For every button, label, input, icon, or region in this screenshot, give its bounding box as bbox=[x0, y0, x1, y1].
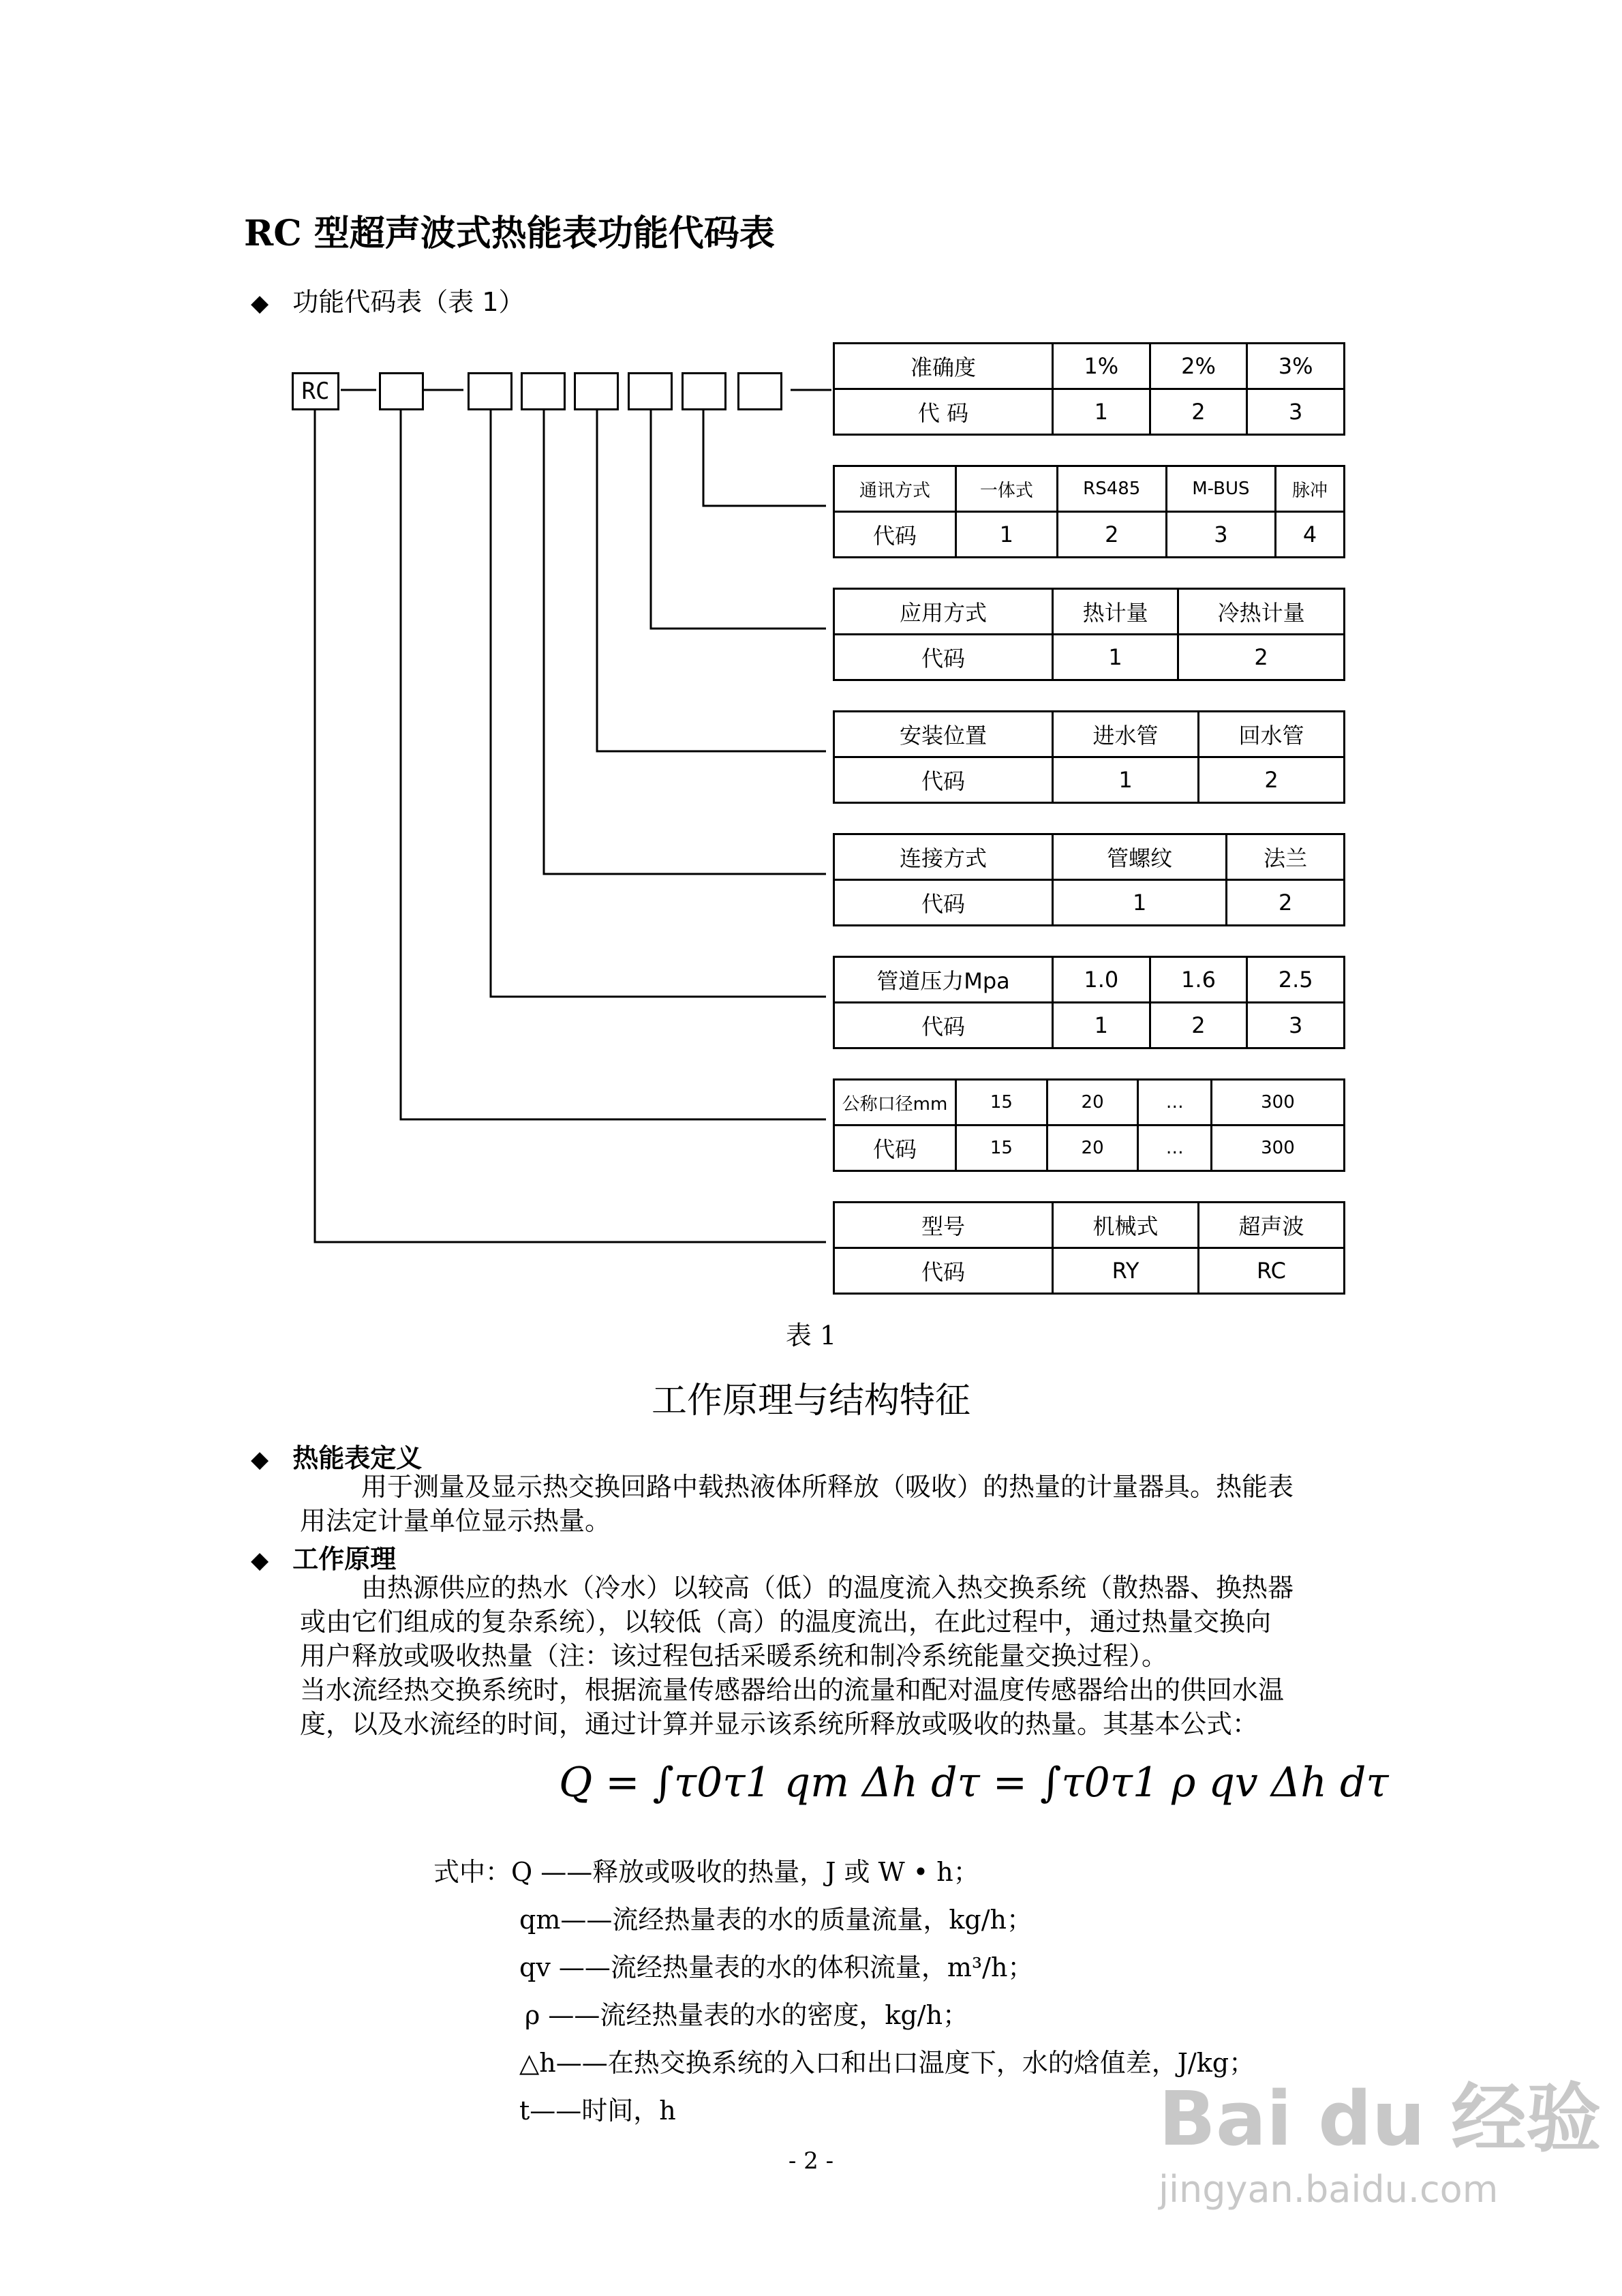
table-cell: 2 bbox=[1227, 880, 1345, 926]
table-cell: 20 bbox=[1047, 1126, 1138, 1171]
table-cell: 代码 bbox=[834, 512, 956, 558]
table-cell: 热计量 bbox=[1053, 589, 1178, 635]
table-row bbox=[834, 389, 1345, 435]
app-code-box bbox=[628, 372, 673, 410]
table-cell: 1.6 bbox=[1150, 957, 1247, 1003]
table-cell: … bbox=[1138, 1080, 1211, 1126]
legend-line-qv: qv ——流经热量表的水的体积流量，m³/h； bbox=[519, 1952, 1034, 1982]
table-cell: 1.0 bbox=[1053, 957, 1150, 1003]
page-number: - 2 - bbox=[788, 2147, 834, 2175]
diameter-code-box bbox=[379, 372, 424, 410]
table-row bbox=[834, 1126, 1345, 1171]
table-cell: 2 bbox=[1178, 635, 1345, 680]
table-cell: 1% bbox=[1053, 344, 1150, 389]
definition-heading: 热能表定义 bbox=[292, 1443, 423, 1473]
table-cell: 2.5 bbox=[1247, 957, 1345, 1003]
table-cell: 代码 bbox=[834, 1248, 1053, 1294]
table-cell: 15 bbox=[956, 1080, 1047, 1126]
table-cell: 公称口径mm bbox=[834, 1080, 956, 1126]
pressure-table bbox=[833, 956, 1345, 1049]
legend-line-q: 式中：Q ——释放或吸收的热量，J 或 W • h； bbox=[433, 1857, 979, 1887]
table-cell: RS485 bbox=[1057, 466, 1166, 512]
table-cell: 管螺纹 bbox=[1053, 834, 1227, 880]
table-cell: 300 bbox=[1211, 1080, 1344, 1126]
table-cell: 进水管 bbox=[1053, 712, 1199, 757]
table-cell: 3 bbox=[1247, 1003, 1345, 1048]
table-cell: 300 bbox=[1211, 1126, 1344, 1171]
comm-code-box bbox=[682, 372, 726, 410]
install-code-box bbox=[574, 372, 619, 410]
accuracy-code-box bbox=[737, 372, 782, 410]
diamond-bullet-icon: ◆ bbox=[251, 1547, 269, 1574]
table-cell: RY bbox=[1053, 1248, 1199, 1294]
principle-line-5: 度，以及水流经的时间，通过计算并显示该系统所释放或吸收的热量。其基本公式： bbox=[300, 1709, 1259, 1739]
install-table bbox=[833, 710, 1345, 804]
table-row bbox=[834, 712, 1345, 757]
table-cell: 15 bbox=[956, 1126, 1047, 1171]
table-row bbox=[834, 880, 1345, 926]
table-row bbox=[834, 466, 1345, 512]
definition-heading-row bbox=[251, 1437, 422, 1475]
table-row bbox=[834, 344, 1345, 389]
table-cell: 1 bbox=[1053, 757, 1199, 803]
table-row bbox=[834, 512, 1345, 558]
diamond-bullet-icon: ◆ bbox=[251, 290, 269, 317]
table-cell: 3% bbox=[1247, 344, 1345, 389]
table-cell: 4 bbox=[1275, 512, 1344, 558]
legend-line-dh: △h——在热交换系统的入口和出口温度下，水的焓值差，J/kg； bbox=[519, 2048, 1255, 2078]
table-cell: 代码 bbox=[834, 757, 1053, 803]
table-cell: 1 bbox=[1053, 1003, 1150, 1048]
table-cell: 安装位置 bbox=[834, 712, 1053, 757]
table-cell: 代 码 bbox=[834, 389, 1053, 435]
table-cell: 一体式 bbox=[956, 466, 1058, 512]
diameter-table bbox=[833, 1078, 1345, 1172]
table-row bbox=[834, 957, 1345, 1003]
subtitle: 功能代码表（表 1） bbox=[292, 287, 525, 317]
table-cell: 2% bbox=[1150, 344, 1247, 389]
table-cell: 2 bbox=[1057, 512, 1166, 558]
section-title: 工作原理与结构特征 bbox=[651, 1380, 970, 1421]
table-cell: 代码 bbox=[834, 880, 1053, 926]
table-row bbox=[834, 635, 1345, 680]
table-cell: M-BUS bbox=[1166, 466, 1275, 512]
rc-code-box: RC bbox=[292, 372, 339, 410]
table-cell: 3 bbox=[1166, 512, 1275, 558]
table-cell: 1 bbox=[1053, 635, 1178, 680]
definition-line-2: 用法定计量单位显示热量。 bbox=[300, 1506, 611, 1536]
table-cell: 代码 bbox=[834, 1126, 956, 1171]
principle-line-1: 由热源供应的热水（冷水）以较高（低）的温度流入热交换系统（散热器、换热器 bbox=[361, 1573, 1294, 1603]
table-cell: 代码 bbox=[834, 1003, 1053, 1048]
table-row bbox=[834, 757, 1345, 803]
principle-line-4: 当水流经热交换系统时，根据流量传感器给出的流量和配对温度传感器给出的供回水温 bbox=[300, 1675, 1285, 1705]
model-table bbox=[833, 1201, 1345, 1295]
table-cell: 通讯方式 bbox=[834, 466, 956, 512]
table-cell: 回水管 bbox=[1199, 712, 1345, 757]
table-row bbox=[834, 1003, 1345, 1048]
table-caption: 表 1 bbox=[785, 1320, 837, 1350]
accuracy-table bbox=[833, 342, 1345, 436]
table-cell: RC bbox=[1199, 1248, 1345, 1294]
table-cell: 代码 bbox=[834, 635, 1053, 680]
table-row bbox=[834, 1203, 1345, 1248]
table-cell: 20 bbox=[1047, 1080, 1138, 1126]
legend-line-rho: ρ ——流经热量表的水的密度，kg/h； bbox=[525, 2000, 969, 2030]
table-cell: … bbox=[1138, 1126, 1211, 1171]
table-cell: 2 bbox=[1150, 389, 1247, 435]
table-cell: 1 bbox=[1053, 880, 1227, 926]
watermark-logo: Bai du 经验 bbox=[1159, 2075, 1602, 2162]
app-table bbox=[833, 588, 1345, 681]
table-cell: 管道压力Mpa bbox=[834, 957, 1053, 1003]
table-row bbox=[834, 834, 1345, 880]
table-cell: 机械式 bbox=[1053, 1203, 1199, 1248]
definition-line-1: 用于测量及显示热交换回路中载热液体所释放（吸收）的热量的计量器具。热能表 bbox=[361, 1472, 1294, 1502]
table-row bbox=[834, 1080, 1345, 1126]
pressure-code-box bbox=[468, 372, 512, 410]
table-cell: 2 bbox=[1150, 1003, 1247, 1048]
table-cell: 1 bbox=[956, 512, 1058, 558]
table-cell: 3 bbox=[1247, 389, 1345, 435]
table-cell: 2 bbox=[1199, 757, 1345, 803]
connect-table bbox=[833, 833, 1345, 926]
table-cell: 法兰 bbox=[1227, 834, 1345, 880]
table-cell: 准确度 bbox=[834, 344, 1053, 389]
diamond-bullet-icon: ◆ bbox=[251, 1446, 269, 1473]
principle-heading: 工作原理 bbox=[292, 1544, 397, 1574]
table-cell: 1 bbox=[1053, 389, 1150, 435]
connect-code-box bbox=[521, 372, 566, 410]
page-title: RC 型超声波式热能表功能代码表 bbox=[244, 213, 775, 254]
principle-line-3: 用户释放或吸收热量（注：该过程包括采暖系统和制冷系统能量交换过程）。 bbox=[300, 1641, 1168, 1671]
table-cell: 超声波 bbox=[1199, 1203, 1345, 1248]
table-row bbox=[834, 589, 1345, 635]
legend-line-t: t——时间，h bbox=[519, 2096, 676, 2126]
comm-table bbox=[833, 465, 1345, 558]
table-cell: 应用方式 bbox=[834, 589, 1053, 635]
table-cell: 脉冲 bbox=[1275, 466, 1344, 512]
table-row bbox=[834, 1248, 1345, 1294]
principle-line-2: 或由它们组成的复杂系统），以较低（高）的温度流出，在此过程中，通过热量交换向 bbox=[300, 1607, 1272, 1637]
table-cell: 型号 bbox=[834, 1203, 1053, 1248]
principle-heading-row bbox=[251, 1538, 396, 1575]
legend-line-qm: qm——流经热量表的水的质量流量，kg/h； bbox=[519, 1905, 1032, 1935]
watermark-url: jingyan.baidu.com bbox=[1159, 2168, 1499, 2211]
heat-formula: Q = ∫τ0τ1 qm Δh dτ = ∫τ0τ1 ρ qv Δh dτ bbox=[559, 1759, 1389, 1807]
table-cell: 冷热计量 bbox=[1178, 589, 1345, 635]
table-cell: 连接方式 bbox=[834, 834, 1053, 880]
